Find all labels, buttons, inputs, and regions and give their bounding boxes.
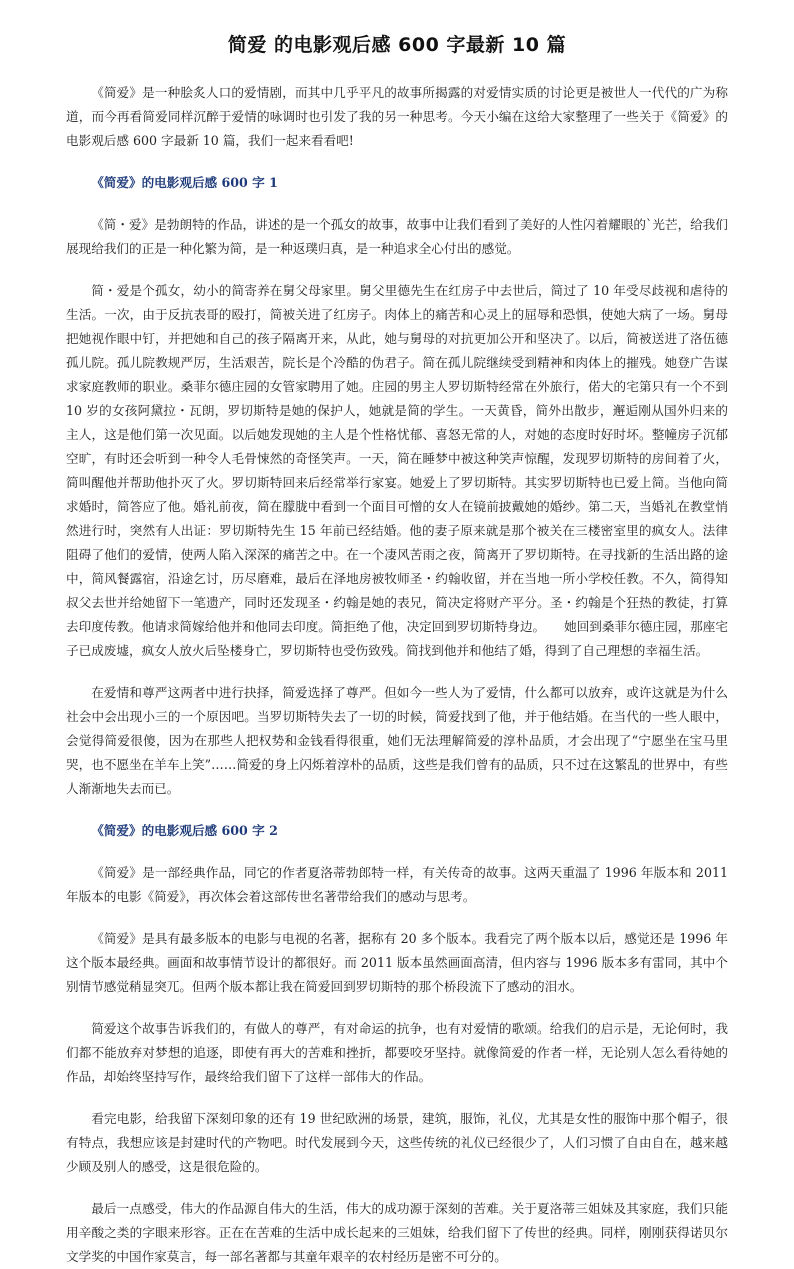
body-paragraph: 《简爱》是一部经典作品，同它的作者夏洛蒂勃郎特一样，有关传奇的故事。这两天重温了 1996 年版本和 2011 年版本的电影《简爱》，再次体会着这部传世名著带给我们的感动与思考。 [66,865,728,904]
section-2 [66,819,728,1269]
body-paragraph: 在爱情和尊严这两者中进行抉择，简爱选择了尊严。但如今一些人为了爱情，什么都可以放弃，或许这就是为什么社会中会出现小三的一个原因吧。当罗切斯特失去了一切的时候，简爱找到了他，并于他结婚。在当代的一些人眼中，会觉得简爱很傻，因为在那些人把权势和金钱看得很重，她们无法理解简爱的淳朴品质，才会出现了“宁愿坐在宝马里哭，也不愿坐在羊车上笑”……简爱的身上闪烁着淳朴的品质，这些是我们曾有的品质，只不过在这繁乱的世界中，有些人渐渐地失去而已。 [66,685,728,796]
body-paragraph: 《简・爱》是勃朗特的作品，讲述的是一个孤女的故事，故事中让我们看到了美好的人性闪着耀眼的`光芒，给我们展现给我们的正是一种化繁为简，是一种返璞归真，是一种追求全心付出的感觉。 [66,217,728,256]
body-paragraph: 简・爱是个孤女，幼小的简寄养在舅父母家里。舅父里德先生在红房子中去世后，简过了 10 年受尽歧视和虐待的生活。一次，由于反抗表哥的殴打，简被关进了红房子。肉体上的痛苦和心灵上的屈辱和恐惧，使她大病了一场。舅母把她视作眼中钉，并把她和自己的孩子隔离开来，从此，她与舅母的对抗更加公开和坚决了。以后，简被送进了洛伍德孤儿院。孤儿院教规严厉，生活艰苦，院长是个冷酷的伪君子。简在孤儿院继续受到精神和肉体上的摧残。她登广告谋求家庭教师的职业。桑菲尔德庄园的女管家聘用了她。庄园的男主人罗切斯特经常在外旅行，偌大的宅第只有一个不到 10 岁的女孩阿黛拉・瓦朗，罗切斯特是她的保护人，她就是简的学生。一天黄昏，简外出散步，邂逅刚从国外归来的主人，这是他们第一次见面。以后她发现她的主人是个性格忧郁、喜怒无常的人，对她的态度时好时坏。整幢房子沉郁空旷，有时还会听到一种令人毛骨悚然的奇怪笑声。一天，简在睡梦中被这种笑声惊醒，发现罗切斯特的房间着了火，简叫醒他并帮助他扑灭了火。罗切斯特回来后经常举行家宴。她爱上了罗切斯特。其实罗切斯特也已爱上简。当他向简求婚时，简答应了他。婚礼前夜，简在朦胧中看到一个面目可憎的女人在镜前披戴她的婚纱。第二天，当婚礼在教堂悄然进行时，突然有人出证：罗切斯特先生 15 年前已经结婚。他的妻子原来就是那个被关在三楼密室里的疯女人。法律阻碍了他们的爱情，使两人陷入深深的痛苦之中。在一个凄风苦雨之夜，简离开了罗切斯特。在寻找新的生活出路的途中，简风餐露宿，沿途乞讨，历尽磨难，最后在泽地房被牧师圣・约翰收留，并在当地一所小学校任教。不久，简得知叔父去世并给她留下一笔遗产，同时还发现圣・约翰是她的表兄，简决定将财产平分。圣・约翰是个狂热的教徒，打算去印度传教。他请求简嫁给他并和他同去印度。简拒绝了他，决定回到罗切斯特身边。 她回到桑菲尔德庄园，那座宅子已成废墟，疯女人放火后坠楼身亡，罗切斯特也受伤致残。简找到他并和他结了婚，得到了自己理想的幸福生活。 [66,283,728,658]
section-heading: 《简爱》的电影观后感 600 字 1 [91,175,278,190]
section-1 [66,171,728,801]
intro-paragraph: 《简爱》是一种脍炙人口的爱情剧，而其中几乎平凡的故事所揭露的对爱情实质的讨论更是被世人一代代的广为称道，而今再看简爱同样沉醉于爱情的咏调时也引发了我的另一种思考。今天小编在这给大家整理了一些关于《简爱》的电影观后感 600 字最新 10 篇，我们一起来看看吧! [66,85,728,148]
body-paragraph: 简爱这个故事告诉我们的，有做人的尊严，有对命运的抗争，也有对爱情的歌颂。给我们的启示是，无论何时，我们都不能放弃对梦想的追逐，即使有再大的苦难和挫折，都要咬牙坚持。就像简爱的作者一样，无论别人怎么看待她的作品，却始终坚持写作，最终给我们留下了这样一部伟大的作品。 [66,1021,728,1084]
document-title: 简爱 的电影观后感 600 字最新 10 篇 [227,34,567,56]
body-paragraph: 《简爱》是具有最多版本的电影与电视的名著，据称有 20 多个版本。我看完了两个版本以后，感觉还是 1996 年这个版本最经典。画面和故事情节设计的都很好。而 2011 版本虽然画面高清，但内容与 1996 版本多有雷同，其中个别情节感觉稍显突兀。但两个版本都让我在简爱回到罗切斯特的那个桥段流下了感动的泪水。 [66,931,728,994]
section-heading: 《简爱》的电影观后感 600 字 2 [91,823,278,838]
body-paragraph: 看完电影，给我留下深刻印象的还有 19 世纪欧洲的场景，建筑，服饰，礼仪，尤其是女性的服饰中那个帽子，很有特点，我想应该是封建时代的产物吧。时代发展到今天，这些传统的礼仪已经很少了，人们习惯了自由自在，越来越少顾及别人的感受，这是很危险的。 [66,1111,728,1174]
body-paragraph: 最后一点感受，伟大的作品源自伟大的生活，伟大的成功源于深刻的苦难。关于夏洛蒂三姐妹及其家庭，我们只能用辛酸之类的字眼来形容。正在在苦难的生活中成长起来的三姐妹，给我们留下了传世的经典。同样，刚刚获得诺贝尔文学奖的中国作家莫言，每一部名著都与其童年艰辛的农村经历是密不可分的。 [66,1201,728,1264]
